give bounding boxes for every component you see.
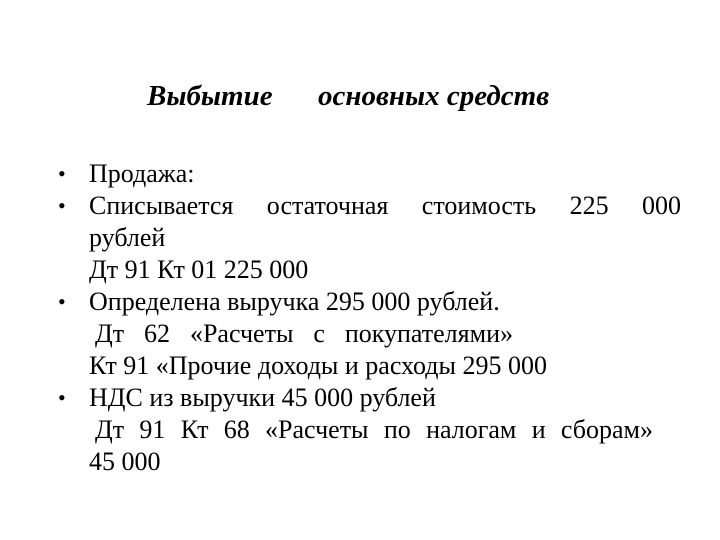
accounting-entry [58,350,668,382]
bullet-icon: • [58,193,66,218]
entry-text: Дт 91 Кт 68 «Расчеты по налогам и сборам» [95,415,653,444]
bullet-icon: • [58,161,66,186]
list-item-vat [58,382,668,414]
list-item-write-off [58,190,681,222]
list-item-text: Списывается остаточная стоимость 225 000 [89,191,681,220]
list-item-text: рублей [89,223,166,252]
title-word-fixed-assets: основных средств [318,80,550,112]
accounting-entry [58,254,668,286]
bullet-icon: • [58,385,66,410]
entry-text: Дт 91 Кт 01 225 000 [89,255,309,284]
list-item-revenue [58,286,668,318]
list-item-sale [58,158,668,190]
bullet-list [58,158,681,478]
list-item-text: НДС из выручки 45 000 рублей [89,383,436,412]
accounting-entry [58,414,668,446]
accounting-entry [58,446,668,478]
list-item-continuation [58,222,668,254]
entry-text: Кт 91 «Прочие доходы и расходы 295 000 [89,351,547,380]
entry-text: 45 000 [89,447,161,476]
accounting-entry [58,318,668,350]
bullet-icon: • [58,289,66,314]
entry-text: Дт 62 «Расчеты с покупателями» [95,319,513,348]
title-word-disposal: Выбытие [147,80,273,112]
list-item-text: Продажа: [89,159,195,188]
list-item-text: Определена выручка 295 000 рублей. [89,287,500,316]
